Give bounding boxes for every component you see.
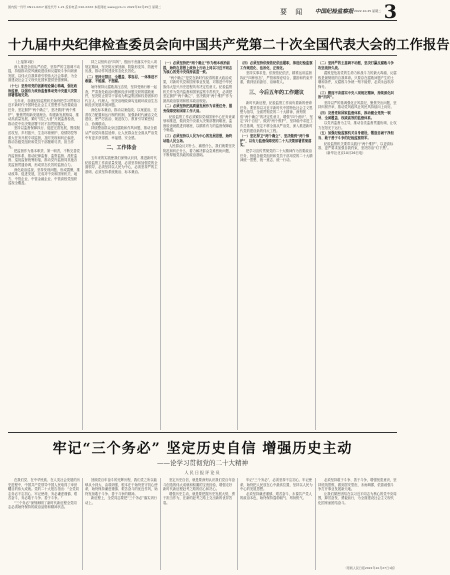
subheading-paragraph: （一）坚定捍卫“两个确立”、坚决做到“两个维护”，以有力监督保障党的二十大决策部署贯彻落实。 (240, 134, 312, 148)
body-paragraph: 人民群众反对什么、痛恨什么，我们就要坚决防范和纠正什么，着力解决群众急难愁盼问题，不断厚植党执政的政治基础。 (163, 144, 235, 158)
feature-paragraph: 在我们党、在中华民族、在人类社会发展的历史进程中，中国共产党领导中国人民取得了举世瞩目的伟大成就。党的二十大报告指出：“全党同志务必不忘初心、牢记使命，务必谦虚谨慎、艰苦奋斗，务必敢于斗争、善于斗争。” (8, 478, 80, 500)
page-number: 3 (383, 1, 397, 23)
feature-column-5 (318, 478, 397, 570)
body-paragraph: 五年来，各级纪检监察机关始终把学习贯彻习近平新时代中国特色社会主义思想作为首要政治任务，坚定拥护“两个确立”，坚决做到“两个维护”，聚焦贯彻新发展理念、构建新发展格局、推动高质量发展，紧盯“国之大者”开展监督检查，推动党中央决策部署不折不扣贯彻落实。 (8, 98, 80, 126)
feature-column-2 (85, 478, 158, 570)
article-column-5 (318, 60, 397, 430)
body-paragraph: “两个确立”是党在新时代取得的重大政治成果，对新时代党和国家事业发展、对推进中华民族伟大复兴历史进程具有决定性意义。纪检监察机关作为党内监督和国家监察专责机关，必须把坚定拥护“两个确立”、坚决做到“两个维护”作为最高政治原则和根本政治规矩。 (163, 75, 233, 103)
feature-byline: 人民日报评论员 (184, 470, 221, 475)
body-paragraph: 新时代新征程，纪检监察工作肩负着新的使命任务。要坚持以习近平新时代中国特色社会主义思想为指导，全面贯彻党的二十大精神，深刻领悟“两个确立”的决定性意义，增强“四个意识”、坚定“四个自信”、做到“两个维护”，坚持稳中求进工作总基调，坚定不移全面从严治党，深入推进新时代党的建设新的伟大工程。 (240, 100, 313, 133)
body-paragraph: 深化政治巡视，坚持发现问题、形成震慑，推动改革、促进发展，完成对中央和国家机关、地方、中管企业、中管金融企业、中管高校党组织巡视全覆盖。 (8, 167, 80, 186)
body-paragraph: 把监督作为基本职责、第一职责，不断完善党内监督体系，推动纪律监督、监察监督、派驻监督、巡视监督统筹衔接，推动党内监督同其他各类监督贯通协调，形成常态长效的监督合力。 (8, 149, 80, 168)
feature-paragraph: 必须坚持谦虚谨慎、艰苦奋斗，永葆共产党人的政治本色，始终保持蓬勃朝气、昂扬锐气。 (240, 491, 312, 500)
body-paragraph: 持续整治群众身边腐败和作风问题，推动全面从严治党向基层延伸，让人民群众在全面从严治党中有更多获得感、幸福感、安全感。 (85, 126, 158, 140)
body-paragraph: 把学习宣传贯彻党的二十大精神作为首要政治任务，督促各级党组织和党员干部用党的二十大精神统一思想、统一意志、统一行动。 (240, 148, 313, 163)
feature-column-4 (240, 478, 313, 570)
subheading-paragraph: （二）坚持无禁区、全覆盖、零容忍，一体推进不敢腐、不能腐、不想腐。 (85, 74, 158, 84)
feature-paragraph: 让我们紧密团结在以习近平同志为核心的党中央周围，踔厉奋发、勇毅前行，为全面建设社会主义现代化国家而团结奋斗。 (318, 491, 397, 505)
body-paragraph: 坚持以监督保障执行、促进完善发展，围绕脱贫攻坚、乡村振兴、生态环境保护、疫情防控等重大任务开展专项监督，及时发现和纠正偏差，推动各级党组织和党员干部履职尽责、担当作为。 (8, 126, 80, 149)
masthead-rule (8, 20, 397, 21)
feature-paragraph: 坚定历史自信，就是要深刻认识我们党百年奋斗创造的伟大成就和积累的宝贵经验，增强走好新时代新征程赶考之路的信心和决心。 (163, 478, 235, 491)
feature-column-3 (163, 478, 235, 570)
feature-source-note: （原载人民日报2022年10月27日1版） (343, 566, 397, 570)
column-divider (160, 478, 161, 570)
feature-paragraph: “三个务必”深刻阐明了新时代新征程全党同志必须始终保持的政治品格和精神状态。 (8, 500, 77, 509)
body-paragraph: 坚持以严的基调强化正风肃纪，聚焦突出问题，坚持纠树并举，推动党风政风社风民风持续向上向好。 (318, 100, 397, 110)
column-divider (237, 60, 238, 430)
feature-top-rule (8, 432, 397, 433)
column-divider (237, 478, 238, 570)
article-column-4 (240, 60, 313, 430)
feature-paragraph: 新征程上，全党同志要把“三个务必”落实到行动上。 (85, 496, 158, 505)
column-divider (315, 60, 316, 430)
column-divider (160, 60, 161, 430)
body-paragraph: 持之以恒纠治“四风”，锲而不舍落实中央八项规定精神，坚决防反弹回潮、防隐形变异、防疲劳厌战，推动作风建设常态化长效化。 (85, 60, 158, 74)
body-paragraph: 深化标本兼治，推动以案促改、以案促治，完善权力配置和运行制约机制，加强新时代廉洁文化建设，使严厉惩治、规范权力、教育引导紧密结合、协调联动。 (85, 107, 158, 126)
feature-paragraph: 增强历史主动，就是要把握历史发展大势，勇于担当作为，在新的赶考之路上交出新的优异答卷。 (163, 491, 235, 505)
masthead (8, 1, 397, 23)
subheading-paragraph: （二）坚持严的主基调不动摇，坚决打赢反腐败斗争攻坚战持久战。 (318, 61, 394, 70)
headline-rule (8, 55, 397, 56)
body-paragraph: 以党内监督为主导，推动各类监督贯通协调，让权力在阳光下运行。 (318, 121, 397, 130)
paper-name: 中国纪检监察报 (315, 9, 354, 15)
column-divider (82, 60, 83, 430)
column-divider (315, 478, 316, 570)
masthead-info: 国内统一刊号 CN11-0217 邮发代号 1-21 投诉电话 010-XXXX 本报网址 www.jjjcb.cn 2022年10月25日 星期二 (8, 5, 162, 9)
body-paragraph: 五年来的实践使我们深刻认识到，推进新时代纪检监察工作高质量发展，必须坚持和加强党的全面领导，必须坚持以人民为中心，必须坚持严的主基调，必须坚持系统施治、标本兼治。 (85, 156, 158, 174)
body-paragraph: 腐败是危害党的生命力和战斗力的最大毒瘤，反腐败是最彻底的自我革命。只要存在腐败问题产生的土壤和条件，反腐败斗争就一刻不能停，必须永远吹冲锋号。 (318, 71, 397, 89)
body-paragraph: 深入推进全面从严治党，坚持严的主基调不动摇，持续推动党风廉政建设和反腐败斗争向纵深发展，以伟大自我革命引领伟大社会革命，为全面建设社会主义现代化国家提供坚强保障。 (8, 64, 80, 83)
subheading-paragraph: （三）锲而不舍落实中央八项规定精神，持续深化纠治“四风”。 (318, 90, 394, 100)
article-column-3 (163, 60, 235, 430)
subheading-paragraph: （四）必须坚持依规依纪依法履职，推进纪检监察工作规范化、法治化、正规化。 (240, 61, 313, 70)
section-heading: 三、今后五年的工作建议 (248, 89, 304, 96)
subheading-paragraph: （十七）坚持用党的创新理论凝心铸魂，强化政治监督，以强有力政治监督推动党中央重大决策部署落地见效。 (8, 83, 78, 98)
subheading-paragraph: （五）加强纪检监察机关自身建设，锻造忠诚干净担当、敢于善于斗争的纪检监察铁军。 (318, 131, 394, 140)
feature-subtitle: ——论学习贯彻党的二十大精神 (157, 459, 248, 467)
subheading-paragraph: （四）完善党和国家监督体系，推动健全党统一领导、全面覆盖、权威高效的监督体系。 (318, 110, 391, 120)
column-divider (82, 478, 83, 570)
subheading-paragraph: （三）必须坚持以人民为中心的发展思想，始终站稳人民立场。 (163, 133, 233, 143)
body-paragraph: （新华社北京10月26日电） (324, 150, 366, 155)
feature-title: 牢记“三个务必” 坚定历史自信 增强历史主动 (52, 441, 353, 457)
feature-column-1 (8, 478, 80, 570)
body-paragraph: 坚持实事求是、依规依纪依法，精准运用监督执纪“四种形态”，严管和厚爱结合，激励和约束并重，做到惩前毖后、治病救人。 (240, 71, 313, 85)
body-paragraph: （上接第1版） (14, 60, 36, 64)
issue-date: 2022.10.25 星期二 (354, 9, 382, 13)
section-name: 要 闻 (280, 8, 306, 16)
article-column-2 (85, 60, 158, 430)
body-paragraph: 始终保持反腐败高压态势，坚持受贿行贿一起查，严肃查处政治问题和经济问题交织的腐败案件，坚决防止领导干部成为利益集团和权势团体的代言人、代理人，坚决治理政商勾连破坏政治生态和经济发展环境问题。 (85, 84, 158, 108)
subheading-paragraph: （一）必须坚持把“两个确立”作为根本政治前提，始终在思想上政治上行动上同以习近平同志为核心的党中央保持高度一致。 (163, 61, 233, 75)
body-paragraph: 纪检监察工作必须紧扣党和国家中心任务来谋划和推进，做到党中央重大决策部署到哪里，监督检查就跟进到哪里，以精准有力的监督保障政令畅通。 (163, 114, 235, 133)
feature-paragraph: 必须坚持敢于斗争、善于斗争，增强忧患意识，坚持底线思维，做到居安思危、未雨绸缪，依靠顽强斗争打开事业发展新天地。 (318, 478, 397, 491)
article-column-1 (8, 60, 80, 430)
main-headline: 十九届中央纪律检查委员会向中国共产党第二十次全国代表大会的工作报告 (8, 38, 450, 53)
feature-paragraph: 牢记“三个务必”，必须坚持不忘初心、牢记使命，始终把人民放在心中最高位置，坚持以人民为中心的发展思想。 (240, 478, 313, 491)
feature-paragraph: 回顾党百年奋斗的光辉历程，我们党之所以能够从小到大、由弱到强，根本在于始终坚守初心使命，始终保持谦虚谨慎、艰苦奋斗的优良作风，始终发扬敢于斗争、善于斗争的精神。 (85, 478, 158, 496)
body-paragraph: 纪检监察机关要带头践行“两个维护”，以更高标准、更严要求加强自我约束，坚决防治“灯下黑”。 (318, 141, 394, 151)
section-heading: 二、工作体会 (106, 145, 137, 152)
subheading-paragraph: （二）必须坚持把高质量发展作为首要任务，服务保障党和国家工作大局。 (163, 104, 233, 113)
